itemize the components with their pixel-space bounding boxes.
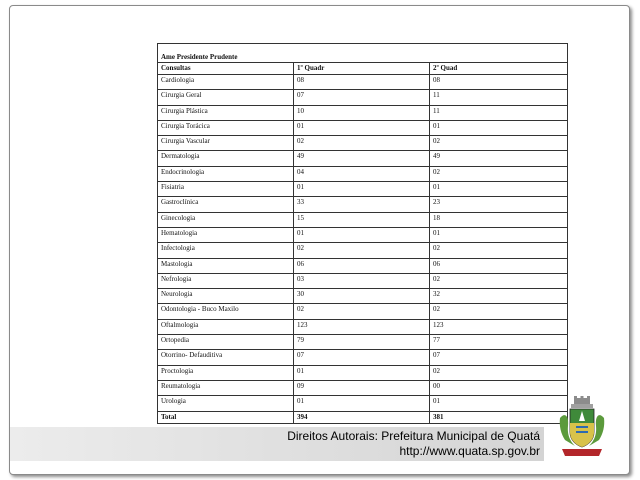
cell-quadr-2: 32 [430, 289, 568, 304]
table-row [158, 227, 568, 242]
cell-quadr-1: 01 [294, 120, 430, 135]
column-header-quadr-1: 1º Quadr [294, 63, 430, 75]
cell-specialty: Dermatologia [158, 151, 294, 166]
cell-specialty: Total [158, 411, 294, 423]
table-header-row [158, 63, 568, 75]
cell-quadr-1: 04 [294, 166, 430, 181]
table-row [158, 75, 568, 90]
column-header-quadr-2: 2º Quad [430, 63, 568, 75]
table-body [158, 44, 568, 424]
table-row [158, 166, 568, 181]
cell-specialty: Cirurgia Plástica [158, 105, 294, 120]
cell-specialty: Neurologia [158, 289, 294, 304]
cell-quadr-1: 02 [294, 304, 430, 319]
table-row [158, 243, 568, 258]
cell-quadr-1: 33 [294, 197, 430, 212]
cell-specialty: Ortopedia [158, 335, 294, 350]
cell-specialty: Cirurgia Vascular [158, 136, 294, 151]
cell-quadr-1: 30 [294, 289, 430, 304]
table-row [158, 365, 568, 380]
cell-specialty: Cirurgia Geral [158, 90, 294, 105]
cell-quadr-2: 02 [430, 365, 568, 380]
table-title-row [158, 44, 568, 63]
cell-quadr-1: 01 [294, 182, 430, 197]
cell-quadr-2: 23 [430, 197, 568, 212]
cell-quadr-1: 01 [294, 227, 430, 242]
cell-quadr-2: 01 [430, 120, 568, 135]
cell-quadr-2: 49 [430, 151, 568, 166]
table-row [158, 120, 568, 135]
cell-quadr-2: 02 [430, 273, 568, 288]
cell-quadr-1: 49 [294, 151, 430, 166]
table-row [158, 350, 568, 365]
cell-specialty: Fisiatria [158, 182, 294, 197]
cell-quadr-1: 06 [294, 258, 430, 273]
table-row [158, 396, 568, 411]
cell-quadr-1: 15 [294, 212, 430, 227]
cell-quadr-2: 07 [430, 350, 568, 365]
cell-quadr-2: 01 [430, 182, 568, 197]
footer-copyright-line: Direitos Autorais: Prefeitura Municipal de Quatá [287, 429, 540, 443]
table-row [158, 258, 568, 273]
cell-specialty: Odontologia - Buco Maxilo [158, 304, 294, 319]
cell-quadr-2: 01 [430, 396, 568, 411]
cell-specialty: Mastologia [158, 258, 294, 273]
cell-quadr-1: 01 [294, 396, 430, 411]
table-row [158, 151, 568, 166]
table-row [158, 319, 568, 334]
table-row [158, 197, 568, 212]
cell-quadr-2: 11 [430, 90, 568, 105]
cell-specialty: Oftalmologia [158, 319, 294, 334]
cell-specialty: Nefrologia [158, 273, 294, 288]
cell-quadr-1: 07 [294, 350, 430, 365]
table-row [158, 380, 568, 395]
table-row [158, 105, 568, 120]
cell-specialty: Proctologia [158, 365, 294, 380]
cell-specialty: Infectologia [158, 243, 294, 258]
cell-quadr-2: 06 [430, 258, 568, 273]
cell-quadr-2: 77 [430, 335, 568, 350]
cell-quadr-2: 18 [430, 212, 568, 227]
cell-quadr-2: 02 [430, 166, 568, 181]
table-row [158, 289, 568, 304]
cell-specialty: Ginecologia [158, 212, 294, 227]
cell-quadr-1: 02 [294, 243, 430, 258]
cell-quadr-1: 09 [294, 380, 430, 395]
cell-quadr-2: 11 [430, 105, 568, 120]
column-header-consultas: Consultas [158, 63, 294, 75]
cell-quadr-2: 02 [430, 304, 568, 319]
table-total-row [158, 411, 568, 423]
table-row [158, 212, 568, 227]
cell-quadr-2: 08 [430, 75, 568, 90]
cell-quadr-1: 08 [294, 75, 430, 90]
cell-quadr-1: 10 [294, 105, 430, 120]
consultations-table [157, 43, 568, 424]
table-row [158, 304, 568, 319]
table-row [158, 136, 568, 151]
table-row [158, 273, 568, 288]
cell-quadr-1: 79 [294, 335, 430, 350]
cell-specialty: Hematologia [158, 227, 294, 242]
cell-quadr-1: 03 [294, 273, 430, 288]
cell-quadr-1: 123 [294, 319, 430, 334]
cell-quadr-2: 02 [430, 136, 568, 151]
cell-specialty: Cirurgia Torácica [158, 120, 294, 135]
cell-specialty: Gastroclínica [158, 197, 294, 212]
cell-quadr-1: 394 [294, 411, 430, 423]
cell-quadr-2: 00 [430, 380, 568, 395]
cell-quadr-2: 123 [430, 319, 568, 334]
table-row [158, 90, 568, 105]
cell-specialty: Endocrinologia [158, 166, 294, 181]
cell-specialty: Urologia [158, 396, 294, 411]
cell-specialty: Cardiologia [158, 75, 294, 90]
cell-specialty: Reumatologia [158, 380, 294, 395]
footer-url[interactable]: http://www.quata.sp.gov.br [399, 444, 540, 458]
cell-quadr-1: 07 [294, 90, 430, 105]
cell-quadr-1: 02 [294, 136, 430, 151]
cell-quadr-1: 01 [294, 365, 430, 380]
coat-of-arms-icon [557, 396, 607, 462]
table-row [158, 335, 568, 350]
footer-copyright [287, 429, 540, 459]
table-title: Ame Presidente Prudente [158, 44, 568, 63]
cell-quadr-2: 01 [430, 227, 568, 242]
table-row [158, 182, 568, 197]
cell-specialty: Otorrino- Defauditiva [158, 350, 294, 365]
cell-quadr-2: 02 [430, 243, 568, 258]
cell-quadr-2: 381 [430, 411, 568, 423]
